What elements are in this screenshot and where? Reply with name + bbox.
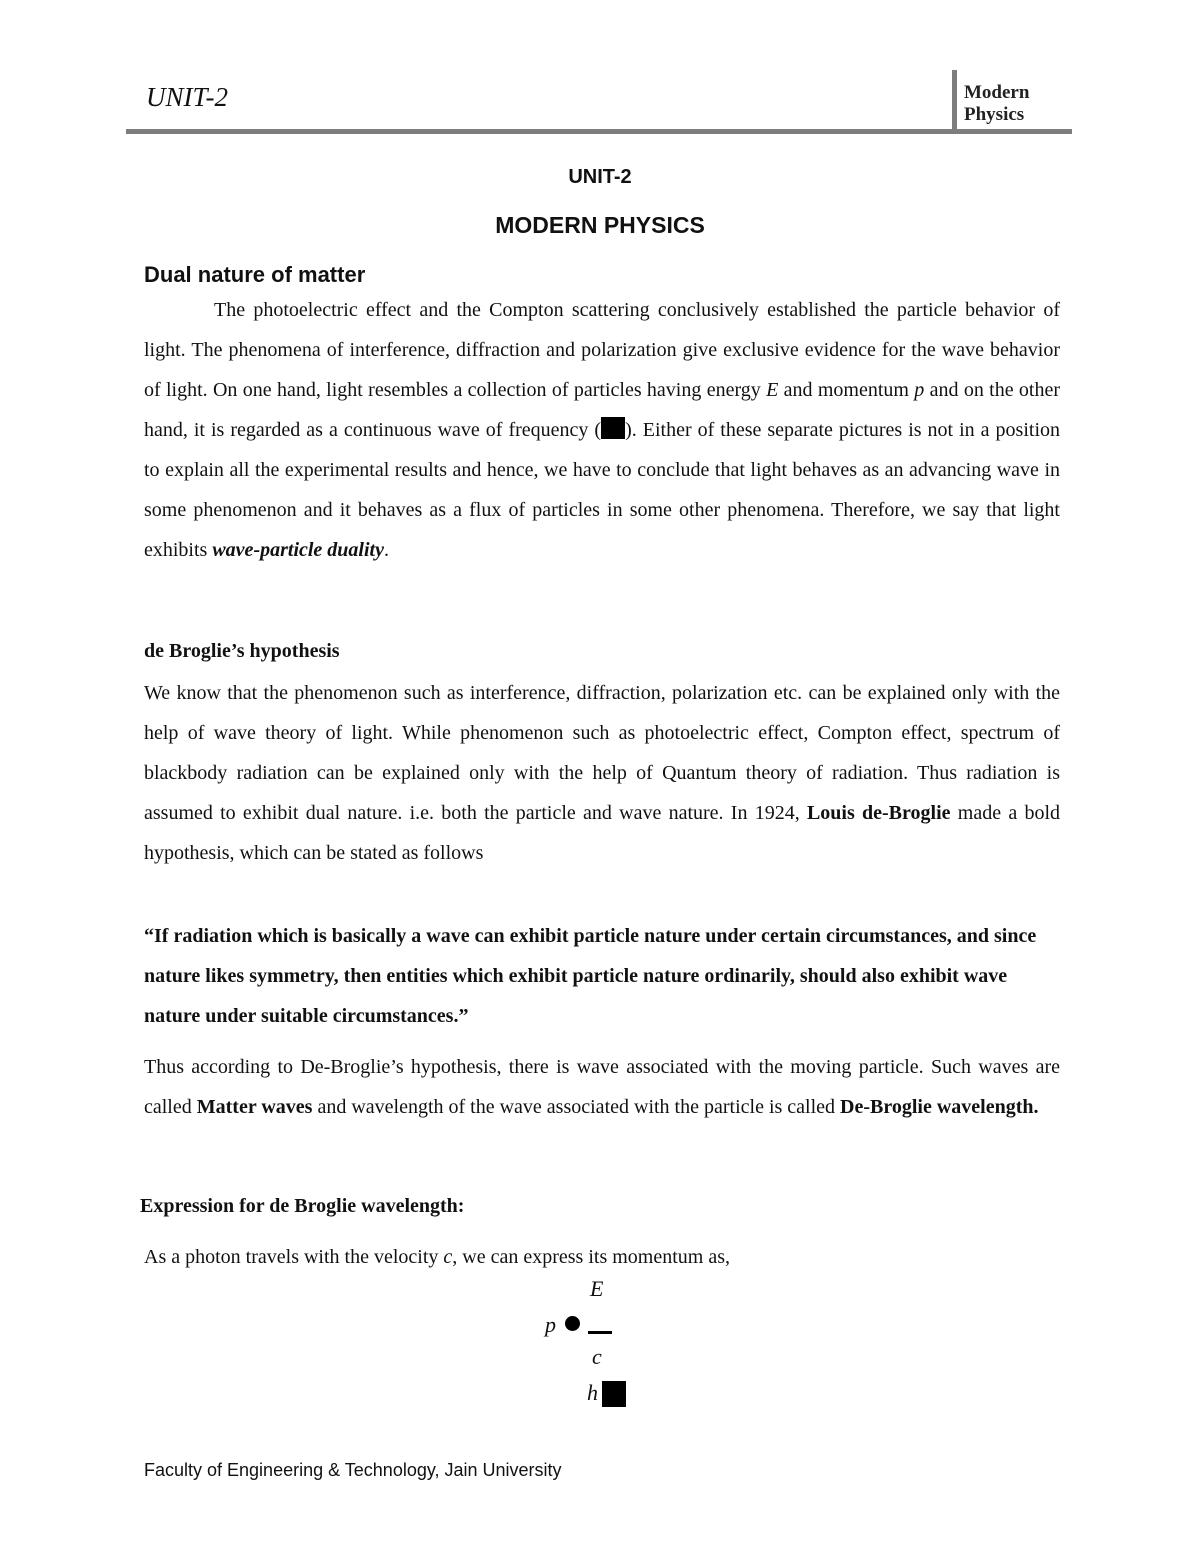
text-run: and momentum	[778, 379, 915, 401]
text-run: , we can express its momentum as,	[452, 1246, 730, 1268]
emphasis-wave-particle-duality: wave-particle duality	[212, 539, 384, 561]
text-run: .	[383, 539, 389, 561]
document-unit: UNIT-2	[568, 166, 632, 188]
name-louis-de-broglie: Louis de-Broglie	[806, 802, 951, 824]
equation-numerator: E	[590, 1276, 604, 1301]
paragraph-de-broglie-intro	[144, 673, 1060, 873]
page-footer: Faculty of Engineering & Technology, Jain University	[144, 1460, 562, 1480]
text-run: made a bold hypothesis, which can be stated as follows	[144, 802, 1061, 864]
document-title: MODERN PHYSICS	[495, 212, 705, 238]
header-rule	[126, 129, 1072, 134]
section-heading-de-broglie-hypothesis: de Broglie’s hypothesis	[144, 640, 340, 662]
paragraph-dual-nature	[144, 290, 1060, 570]
text-run: and wavelength of the wave associated with the particle is called	[312, 1096, 841, 1118]
symbol-velocity: c	[443, 1246, 453, 1268]
text-run: We know that the phenomenon such as interference, diffraction, polarization etc. can be explained only with the help of wave theory of light. While phenomenon such as photoelectric effect, Compton effect, spectrum of blackbody radiation can be explained only with the help of Quantum theory of radiation. Thus radiation is assumed to exhibit dual nature. i.e. both the particle and wave nature. In 1924,	[144, 682, 1060, 824]
term-de-broglie-wavelength: De-Broglie wavelength.	[840, 1096, 1039, 1118]
equation-equals-glyph	[565, 1316, 580, 1331]
equation-symbol-placeholder	[602, 1381, 626, 1407]
paragraph-photon-momentum	[144, 1246, 730, 1269]
section-heading-expression: Expression for de Broglie wavelength:	[140, 1195, 465, 1217]
text-run: and on the other hand, it is regarded as a continuous wave of frequency (	[144, 379, 1061, 441]
text-run: Thus according to De-Broglie’s hypothesis, there is wave associated with the moving particle. Such waves are called	[144, 1056, 1060, 1118]
equation-denominator: c	[592, 1344, 602, 1369]
header-unit-label: UNIT-2	[146, 82, 229, 112]
header-subject	[964, 82, 1029, 126]
term-matter-waves: Matter waves	[196, 1096, 313, 1118]
text-run: As a photon travels with the velocity	[144, 1246, 444, 1268]
equation-lhs: p	[545, 1312, 556, 1337]
text-run: The photoelectric effect and the Compton scattering conclusively established the particle behavior of light. The phenomena of interference, diffraction and polarization give exclusive evidence for the wave behavior of light. On one hand, light resembles a collection of particles having energy	[144, 299, 1060, 401]
frequency-symbol-placeholder	[601, 417, 625, 439]
paragraph-matter-waves	[144, 1047, 1060, 1127]
section-heading-dual-nature: Dual nature of matter	[144, 262, 366, 287]
symbol-momentum: p	[914, 379, 925, 401]
hypothesis-quote: “If radiation which is basically a wave can exhibit particle nature under certain circumstances, and since nature likes symmetry, then entities which exhibit particle nature ordinarily, should also exhibit wave nature under suitable circumstances.”	[144, 925, 1037, 1027]
symbol-energy: E	[766, 379, 779, 401]
equation-fraction-bar	[588, 1331, 612, 1334]
text-run: ). Either of these separate pictures is not in a position to explain all the experimental results and hence, we have to conclude that light behaves as an advancing wave in some phenomenon and it behaves as a flux of particles in some other phenomena. Therefore, we say that light exhibits	[144, 419, 1061, 561]
equation-next-term: h	[587, 1380, 598, 1405]
header-subject-line2: Physics	[964, 104, 1025, 125]
header-vertical-divider	[952, 70, 957, 130]
header-subject-line1: Modern	[964, 82, 1030, 103]
